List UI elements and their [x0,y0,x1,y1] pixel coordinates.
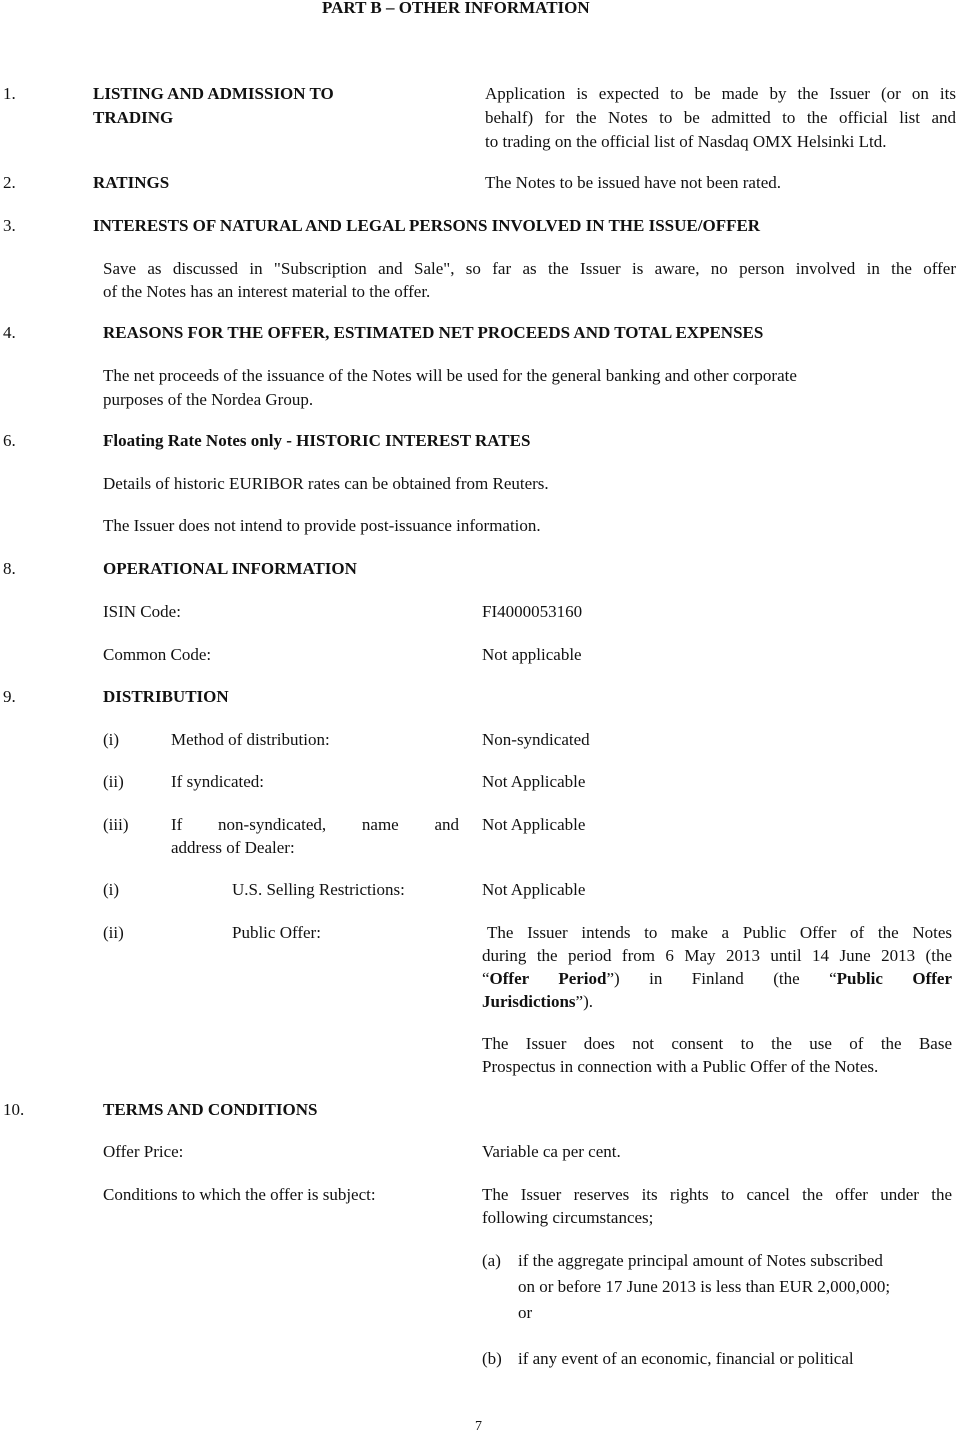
distribution-row-1-value: Non-syndicated [482,730,590,749]
section-9-number: 9. [3,687,16,706]
distribution-row-3-number: (iii) [103,815,129,834]
section-4-text-line2: purposes of the Nordea Group. [103,390,314,409]
distribution-row-2-number: (ii) [103,772,124,791]
page-number: 7 [475,1419,482,1434]
section-1-title: LISTING AND ADMISSION TO [93,84,334,103]
conditions-line1: The Issuer reserves its rights to cancel the offer under the [482,1185,952,1204]
consent-line1: The Issuer does not consent to the use of the Base [482,1034,952,1053]
isin-value: FI4000053160 [482,602,583,621]
distribution-row-4-value: Not Applicable [482,880,586,899]
condition-a-line2: on or before 17 June 2013 is less than EUR 2,000,000; [518,1277,891,1296]
condition-b-line1: if any event of an economic, financial or political [518,1349,854,1368]
isin-label: ISIN Code: [103,602,181,621]
distribution-row-4-label: U.S. Selling Restrictions: [232,880,405,899]
section-1-text-line1: Application is expected to be made by the Issuer (or on its [485,84,956,103]
section-6-text-line2: The Issuer does not intend to provide post-issuance information. [103,516,541,535]
quote-open: “ [482,969,490,988]
section-1-number: 1. [3,84,16,103]
section-6-title-main: HISTORIC INTEREST RATES [296,431,531,450]
section-4-title: REASONS FOR THE OFFER, ESTIMATED NET PROCEEDS AND TOTAL EXPENSES [103,323,764,342]
consent-line2: Prospectus in connection with a Public Offer of the Notes. [482,1057,879,1076]
common-code-value: Not applicable [482,645,582,664]
section-3-title: INTERESTS OF NATURAL AND LEGAL PERSONS INVOLVED IN THE ISSUE/OFFER [93,216,761,235]
conditions-label: Conditions to which the offer is subject: [103,1185,376,1204]
public-offer-line2: during the period from 6 May 2013 until 14 June 2013 (the [482,946,952,965]
section-10-title: TERMS AND CONDITIONS [103,1100,318,1119]
section-9-title: DISTRIBUTION [103,687,229,706]
section-6-title-prefix: Floating Rate Notes only - [103,431,297,450]
distribution-row-1-label: Method of distribution: [171,730,330,749]
public-offer-line3 [482,968,952,990]
distribution-row-3-label-line1: If non-syndicated, name and [171,815,459,834]
section-6-text-line1: Details of historic EURIBOR rates can be obtained from Reuters. [103,474,549,493]
distribution-row-3-value: Not Applicable [482,815,586,834]
distribution-row-3-label-line2: address of Dealer: [171,838,295,857]
section-10-number: 10. [3,1100,25,1119]
public-offer-line3-mid: ”) in Finland (the “ [606,969,837,988]
distribution-row-1-number: (i) [103,730,120,749]
common-code-label: Common Code: [103,645,212,664]
section-2-text: The Notes to be issued have not been rated. [485,173,781,192]
section-3-text-line1: Save as discussed in "Subscription and Sale", so far as the Issuer is aware, no person involved in the offer [103,259,956,278]
public-offer-line4 [482,991,593,1013]
section-6-title [103,430,530,452]
section-4-text-line1: The net proceeds of the issuance of the Notes will be used for the general banking and other corporate [103,366,797,385]
public-offer-term: Public Offer [836,969,953,988]
section-1-title-line2: TRADING [93,108,174,127]
section-1-text-line2: behalf) for the Notes to be admitted to the official list and [485,108,956,127]
jurisdictions-term: Jurisdictions [482,992,576,1011]
section-4-number: 4. [3,323,16,342]
section-8-number: 8. [3,559,16,578]
page-title: PART B – OTHER INFORMATION [322,0,590,17]
distribution-row-4-number: (i) [103,880,120,899]
distribution-row-5-label: Public Offer: [232,923,321,942]
section-6-number: 6. [3,431,16,450]
offer-price-label: Offer Price: [103,1142,184,1161]
section-1-text-line3: to trading on the official list of Nasdaq OMX Helsinki Ltd. [485,132,887,151]
section-8-title: OPERATIONAL INFORMATION [103,559,357,578]
distribution-row-5-number: (ii) [103,923,124,942]
offer-period-term: Offer Period [489,969,607,988]
public-offer-line1: The Issuer intends to make a Public Offer of the Notes [487,923,952,942]
distribution-row-2-value: Not Applicable [482,772,586,791]
section-2-title: RATINGS [93,173,170,192]
offer-price-value: Variable ca per cent. [482,1142,621,1161]
public-offer-line4-end: ”). [575,992,593,1011]
section-3-text-line2: of the Notes has an interest material to the offer. [103,282,431,301]
conditions-line2: following circumstances; [482,1208,654,1227]
distribution-row-2-label: If syndicated: [171,772,264,791]
condition-a-number: (a) [482,1251,501,1270]
condition-a-line1: if the aggregate principal amount of Notes subscribed [518,1251,883,1270]
condition-a-line3: or [518,1303,533,1322]
section-3-number: 3. [3,216,16,235]
condition-b-number: (b) [482,1349,502,1368]
section-2-number: 2. [3,173,16,192]
